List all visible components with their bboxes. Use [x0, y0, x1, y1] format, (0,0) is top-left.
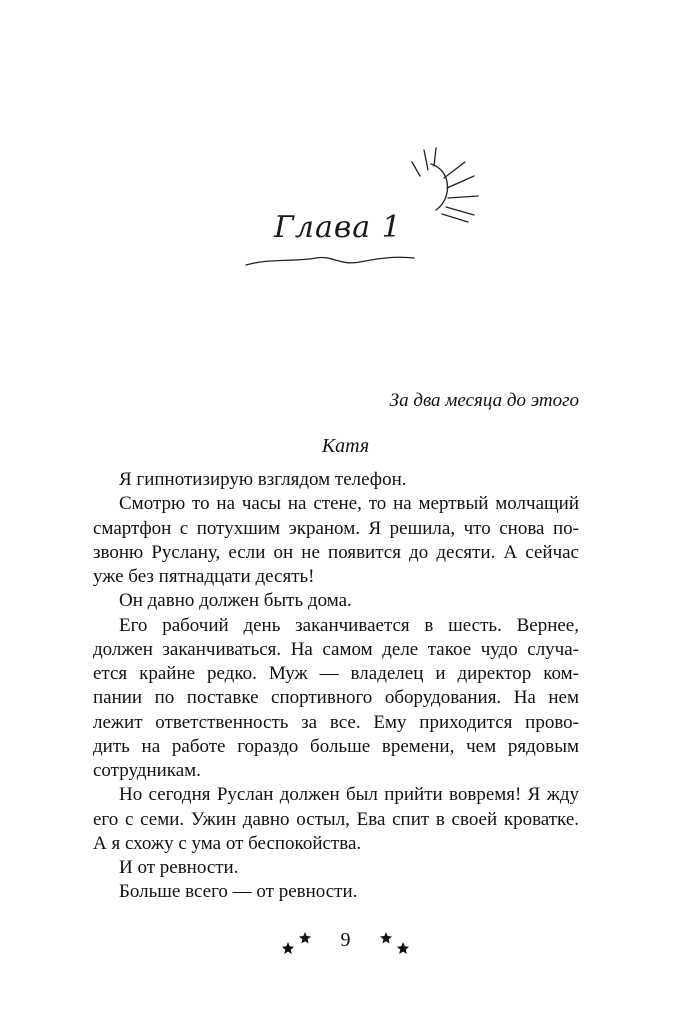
text-line: Я гипнотизирую взглядом телефон.: [119, 469, 407, 490]
text-line: Его рабочий день заканчивается в шесть. Вернее,: [119, 614, 579, 636]
text-line: пании по поставке спортивного оборудования. На нем: [93, 687, 579, 709]
text-line: ется крайне редко. Муж — владелец и директор ком-: [93, 663, 579, 684]
text-line: Он давно должен быть дома.: [119, 590, 352, 612]
stars-right-icon: [377, 930, 411, 954]
text-line: смартфон с потухшим экраном. Я решила, что снова по-: [93, 517, 579, 539]
stars-left-icon: [281, 930, 315, 954]
text-line: дить на работе гораздо больше времени, чем рядовым: [93, 735, 579, 757]
page-number: 9: [340, 929, 351, 951]
text-line: его с семи. Ужин давно остыл, Ева спит в своей кроватке.: [93, 808, 579, 830]
text-line: уже без пятнадцати десять!: [93, 566, 315, 587]
body-text: [93, 468, 579, 905]
pov-heading: Катя: [321, 435, 370, 457]
chapter-ornament: [0, 0, 691, 300]
text-line: Но сегодня Руслан должен был прийти вовремя! Я жду: [119, 784, 579, 806]
text-line: Смотрю то на часы на стене, то на мертвый молчащий: [119, 493, 579, 515]
text-line: Больше всего — от ревности.: [119, 881, 358, 903]
text-line: И от ревности.: [119, 857, 239, 878]
text-line: А я схожу с ума от беспокойства.: [93, 832, 362, 854]
epigraph: За два месяца до этого: [389, 390, 579, 411]
text-line: звоню Руслану, если он не появится до десяти. А сейчас: [93, 541, 579, 563]
wavy-underline: [246, 257, 414, 265]
text-line: должен заканчиваться. На самом деле такое чудо случа-: [93, 638, 579, 660]
page-footer: [0, 929, 691, 954]
text-line: лежит ответственность за все. Ему приходится прово-: [93, 711, 579, 733]
sun-icon: [412, 148, 478, 222]
chapter-title: Глава 1: [274, 210, 402, 245]
text-line: сотрудникам.: [93, 760, 201, 781]
